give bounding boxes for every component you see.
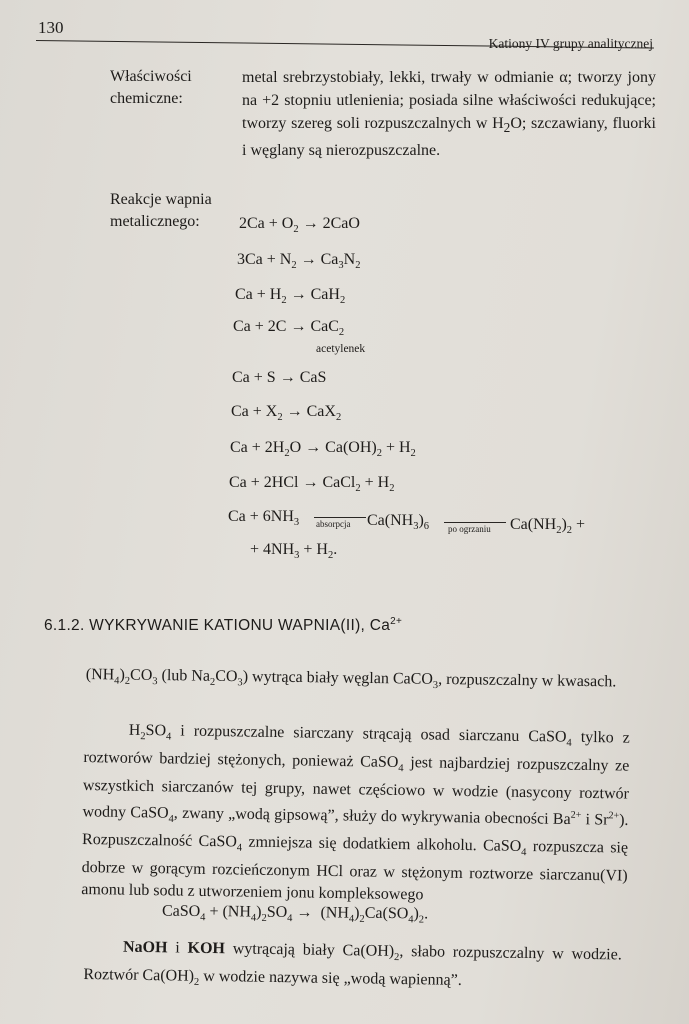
- properties-text: metal srebrzystobiały, lekki, trwały w odmianie α; tworzy jony na +2 stopniu utlenienia; posiada silne właściwości redukujące; tworzy szereg soli rozpuszczalnych w $H_2O$; szczawiany, fluorki i węglany są nierozpuszczalne.: [242, 69, 657, 160]
- arrow-label-absorption: absorpcja: [316, 519, 351, 529]
- carbide-note: acetylenek: [316, 343, 366, 355]
- reaction-equation: Ca + 2HCl → CaCl$_2$ + $H_2$: [229, 474, 395, 495]
- properties-label: Właściwości chemiczne:: [110, 68, 192, 107]
- section-heading: 6.1.2. WYKRYWANIE KATIONU WAPNIA(II), $Ca^{2+}$: [44, 616, 403, 635]
- paragraph-hydroxide: NaOH i KOH wytrącają biały $Ca(OH)_2$, słabo rozpuszczalny w wodzie. Roztwór $Ca(OH)_2$ w wodzie nazywa się „wodą wapienną”.: [83, 938, 622, 990]
- running-head: Kationy IV grupy analitycznej: [488, 36, 653, 51]
- arrow-label-heating: po ogrzaniu: [448, 524, 491, 534]
- reaction-equation: $2Ca + O_2 \to 2CaO$: [239, 215, 360, 236]
- chemical-properties-block: [110, 66, 658, 162]
- paragraph-carbonate: $(NH_4)_2CO_3$ (lub $Na_2CO_3$) wytrąca biały węglan CaCO$_3$, rozpuszczalny w kwasach.: [85, 665, 617, 692]
- ammonia-product: $Ca(NH_2)_2$ +: [510, 516, 586, 537]
- reaction-arrow: [444, 522, 506, 523]
- reaction-equation: $Ca + X_2 \to CaX_2$: [231, 403, 342, 424]
- complex-equation: CaSO$_4$ + $(NH_4)_2SO_4 \to (NH_4)_2Ca(SO_4)_2$.: [161, 902, 429, 926]
- reaction-arrow: [314, 517, 366, 518]
- reaction-equation: $Ca + 2H_2O \to Ca(OH)_2 + H_2$: [230, 439, 416, 460]
- page-number: 130: [38, 18, 64, 37]
- paragraph-sulfate: $H_2SO_4$ i rozpuszczalne siarczany strącają osad siarczanu CaSO$_4$ tylko z roztworów bardziej stężonych, ponieważ CaSO$_4$ jest najbardziej rozpuszczalny ze wszystkich siarczanów tej grupy, nawet częściowo w wodzie (nasycony roztwór wodny CaSO$_4$, zwany „wodą gipsową”, służy do wykrywania obecności $Ba^{2+}$ i $Sr^{2+}$). Rozpuszczalność CaSO$_4$ zmniejsza się dodatkiem alkoholu. CaSO$_4$ rozpuszcza się dobrze w gorącym rozcieńczonym HCl oraz w stężonym roztworze siarczanu(VI) amonu lub sodu z utworzeniem jonu kompleksowego: [81, 720, 630, 904]
- reaction-equation: Ca + S → CaS: [232, 369, 327, 386]
- reaction-equation: Ca + 2C → CaC$_2$: [233, 318, 345, 339]
- reaction-equation: $3Ca + N_2 \to Ca_3N_2$: [237, 251, 361, 272]
- ammonia-intermediate: $Ca(NH_3)_6$: [367, 512, 430, 533]
- reactions-label: Reakcje wapnia metalicznego:: [110, 191, 212, 230]
- ammonia-byproducts: + $4NH_3 + H_2$.: [250, 541, 338, 562]
- ammonia-reactants: $Ca + 6NH_3$: [228, 508, 300, 529]
- reaction-equation: $Ca + H_2 \to CaH_2$: [235, 286, 346, 307]
